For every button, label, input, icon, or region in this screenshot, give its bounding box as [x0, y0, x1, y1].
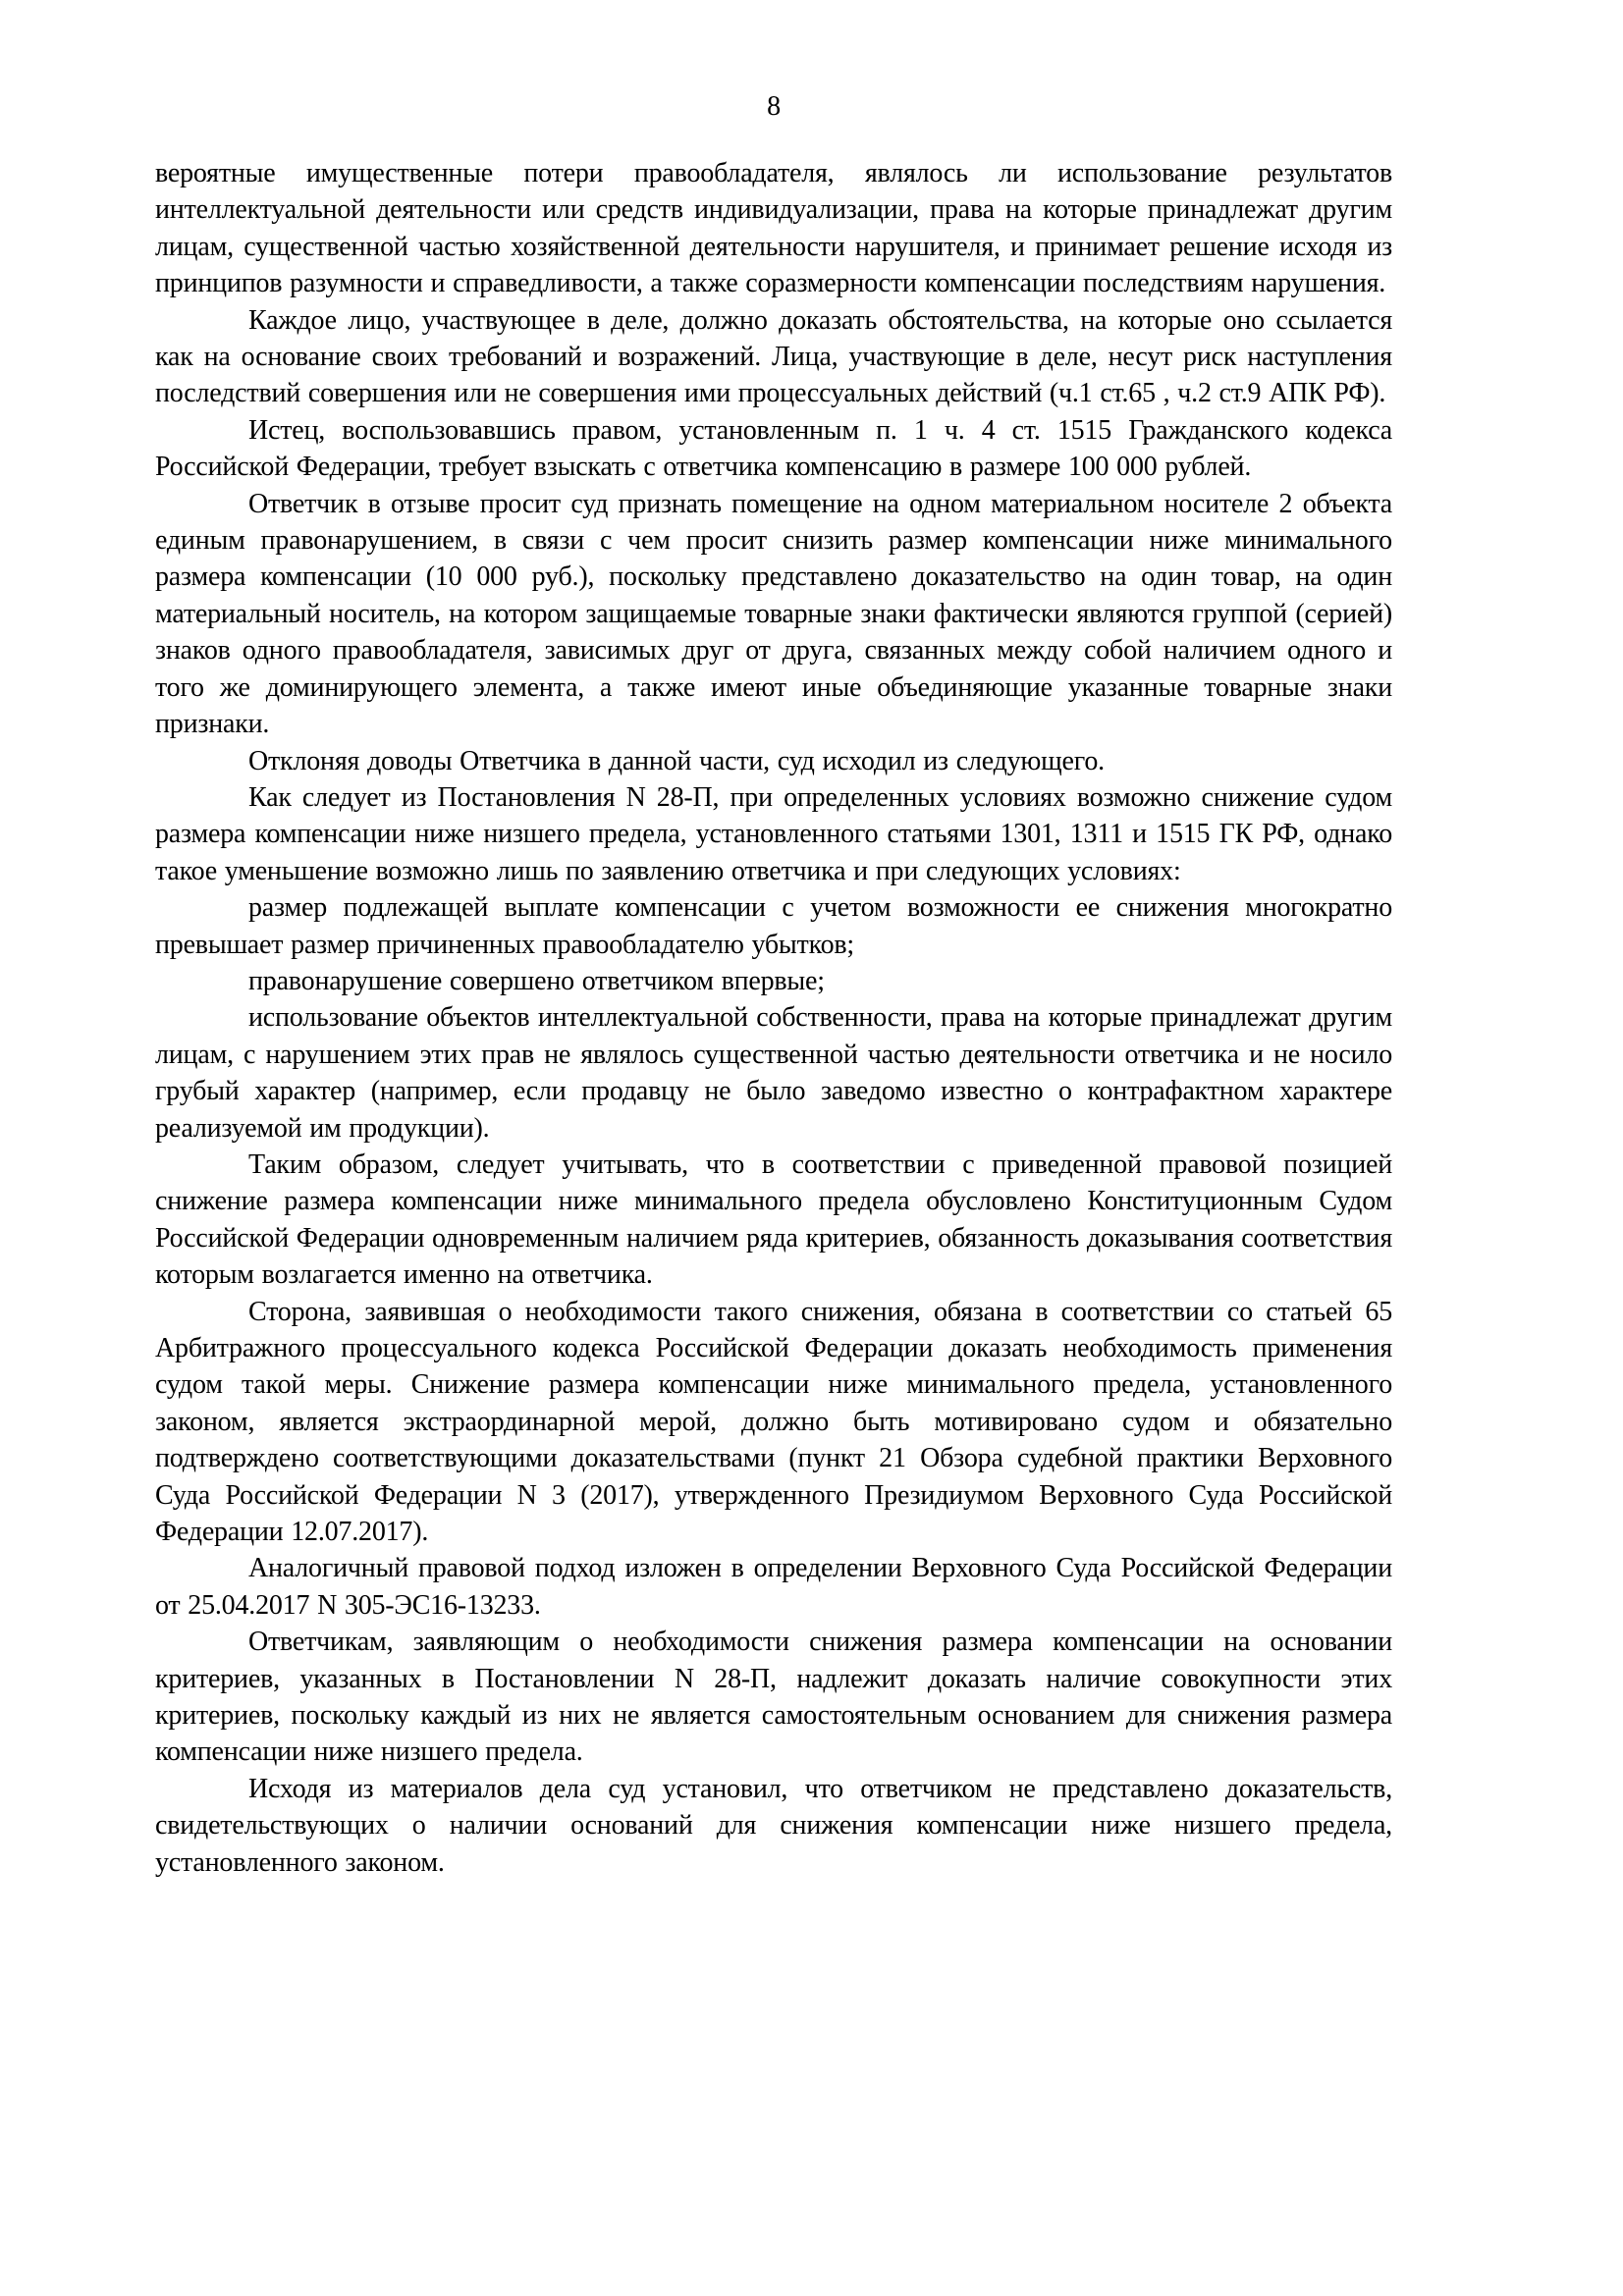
body-paragraph: Как следует из Постановления N 28-П, при определенных условиях возможно снижение судом размера компенсации ниже низшего предела, установленного статьями 1301, 1311 и 1515 ГК РФ, однако такое уменьшение возможно лишь по заявлению ответчика и при следующих условиях:: [155, 781, 1392, 886]
page-number: 8: [767, 91, 781, 122]
body-paragraph: Истец, воспользовавшись правом, установленным п. 1 ч. 4 ст. 1515 Гражданского кодекса Российской Федерации, требует взыскать с ответчика компенсацию в размере 100 000 рублей.: [155, 414, 1392, 483]
body-paragraph: Исходя из материалов дела суд установил, что ответчиком не представлено доказательств, свидетельствующих о наличии оснований для снижения компенсации ниже низшего предела, установленного законом.: [155, 1773, 1392, 1878]
body-paragraph: Ответчикам, заявляющим о необходимости снижения размера компенсации на основании критериев, указанных в Постановлении N 28-П, надлежит доказать наличие совокупности этих критериев, поскольку каждый из них не является самостоятельным основанием для снижения размера компенсации ниже низшего предела.: [155, 1627, 1392, 1768]
body-paragraph: размер подлежащей выплате компенсации с учетом возможности ее снижения многократно превышает размер причиненных правообладателю убытков;: [155, 892, 1392, 960]
body-paragraph: Таким образом, следует учитывать, что в соответствии с приведенной правовой позицией снижение размера компенсации ниже минимального предела обусловлено Конституционным Судом Российской Федерации одновременным наличием ряда критериев, обязанность доказывания соответствия которым возлагается именно на ответчика.: [155, 1148, 1392, 1291]
body-paragraph: вероятные имущественные потери правообладателя, являлось ли использование результатов интеллектуальной деятельности или средств индивидуализации, права на которые принадлежат другим лицам, существенной частью хозяйственной деятельности нарушителя, и принимает решение исходя из принципов разумности и справедливости, а также соразмерности компенсации последствиям нарушения.: [155, 158, 1392, 299]
document-body: [155, 155, 1392, 1881]
body-paragraph: Каждое лицо, участвующее в деле, должно доказать обстоятельства, на которые оно ссылается как на основание своих требований и возражений. Лица, участвующие в деле, несут риск наступления последствий совершения или не совершения ими процессуальных действий (ч.1 ст.65 , ч.2 ст.9 АПК РФ).: [155, 304, 1392, 409]
body-paragraph: Ответчик в отзыве просит суд признать помещение на одном материальном носителе 2 объекта единым правонарушением, в связи с чем просит снизить размер компенсации ниже минимального размера компенсации (10 000 руб.), поскольку представлено доказательство на один товар, на один материальный носитель, на котором защищаемые товарные знаки фактически являются группой (серией) знаков одного правообладателя, зависимых друг от друга, связанных между собой наличием одного и того же доминирующего элемента, а также имеют иные объединяющие указанные товарные знаки признаки.: [155, 488, 1392, 740]
body-paragraph: правонарушение совершено ответчиком впервые;: [248, 965, 825, 996]
body-paragraph: Сторона, заявившая о необходимости такого снижения, обязана в соответствии со статьей 65 Арбитражного процессуального кодекса Российской Федерации доказать необходимость применения судом такой меры. Снижение размера компенсации ниже минимального предела, установленного законом, является экстраординарной мерой, должно быть мотивировано судом и обязательно подтверждено соответствующими доказательствами (пункт 21 Обзора судебной практики Верховного Суда Российской Федерации N 3 (2017), утвержденного Президиумом Верховного Суда Российской Федерации 12.07.2017).: [155, 1296, 1392, 1548]
body-paragraph: использование объектов интеллектуальной собственности, права на которые принадлежат другим лицам, с нарушением этих прав не являлось существенной частью деятельности ответчика и не носило грубый характер (например, если продавцу не было заведомо известно о контрафактном характере реализуемой им продукции).: [155, 1002, 1392, 1144]
body-paragraph: Аналогичный правовой подход изложен в определении Верховного Суда Российской Федерации от 25.04.2017 N 305-ЭС16-13233.: [155, 1553, 1392, 1621]
body-paragraph: Отклоняя доводы Ответчика в данной части, суд исходил из следующего.: [248, 745, 1105, 776]
